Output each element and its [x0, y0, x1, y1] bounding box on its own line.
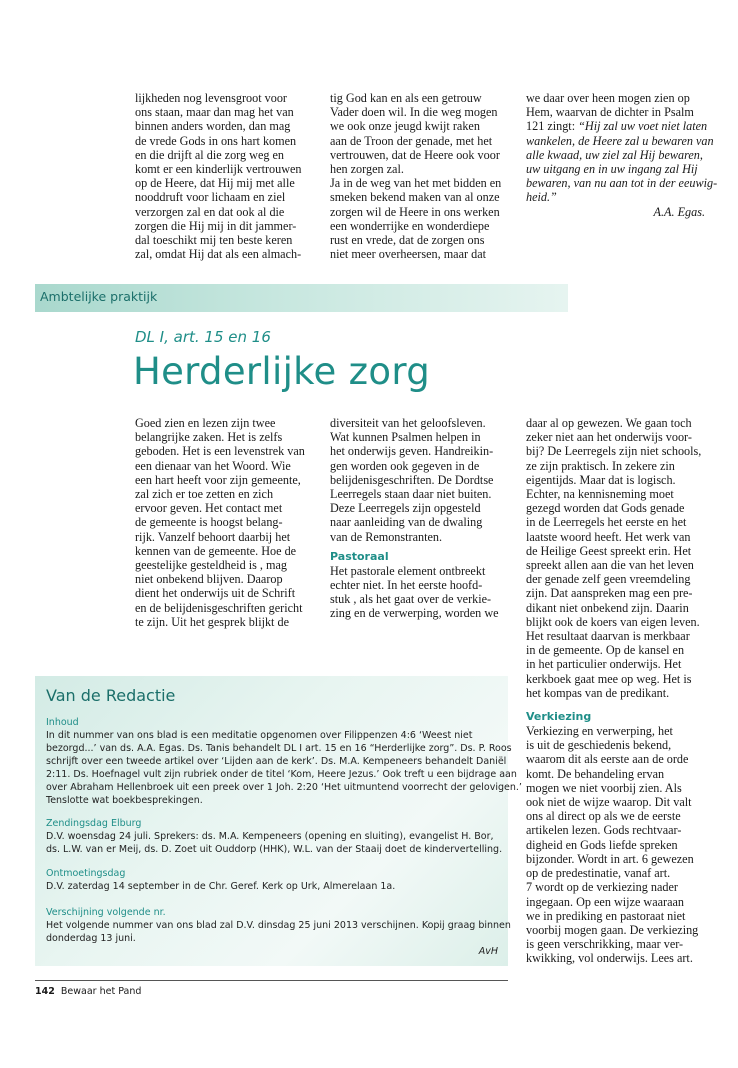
author-signature: A.A. Egas. [653, 204, 705, 219]
article-column-2: diversiteit van het geloofsleven. Wat kunnen Psalmen helpen in het onderwijs geven. Handreikin- gen worden ook gegeven in de belijdenisgeschriften. De Dordtse Leerregels staan daar niet buiten. Deze Leerregels zijn opgesteld naar aanleiding van de dwaling van de Remonstranten. Pastoraal Het pastorale element ontbreekt echter niet. In het eerste hoofd- stuk , als het gaat over de verkie- zing en de verwerping, worden we [330, 416, 515, 621]
publication-name: Bewaar het Pand [60, 986, 142, 997]
redactie-box [35, 676, 522, 966]
article-column-3: daar al op gewezen. We gaan toch zeker niet aan het onderwijs voor- bij? De Leerregels zijn niet schools, ze zijn praktisch. In zekere zin eigentijds. Maar dat is logisch. Echter, na kennisneming moet gezegd worden dat Gods genade in de Leerregels het eerste en het laatste woord heeft. Het werk van de Heilige Geest spreekt erin. Het spreekt allen aan die van het leven der genade zelf geen vreemdeling zijn. Dat aanspreken mag een pre- dikant niet onbekend zijn. Daarin blijkt ook de koers van eigen leven. Het resultaat daarvan is merkbaar in de gemeente. Op de kansel en in het particulier onderwijs. Het kerkboek gaat mee op weg. Het is het kompas van de predikant. Verkiezing Verkiezing en verwerping, het is uit de geschiedenis bekend, waarom dit als eerste aan de orde komt. De behandeling ervan mogen we niet voorbij zien. Als ook niet de wijze waarop. Dit valt ons al direct op als we de eerste artikelen lezen. Gods rechtvaar- digheid en Gods liefde spreken bijzonder. Wordt in art. 6 gewezen op de predestinatie, vanaf art. 7 wordt op de verkiezing nader ingegaan. Op een wijze waaraan we in prediking en pastoraat niet voorbij mogen gaan. De verkiezing is geen verschrikking, maar ver- kwikking, vol onderwijs. Lees art. [526, 416, 716, 966]
article-title: Herderlijke zorg [133, 350, 430, 393]
redactie-section-ontmoetingsdag: Ontmoetingsdag D.V. zaterdag 14 september in de Chr. Geref. Kerk op Urk, Almerelaan 1a. [46, 868, 396, 892]
redactie-section-zendingsdag: Zendingsdag Elburg D.V. woensdag 24 juli. Sprekers: ds. M.A. Kempeneers (opening en sluiting), evangelist H. Bor, ds. L.W. van er Meij, ds. D. Zoet uit Ouddorp (HHK), W.L. van der Staaij doet de kindervertelling. [46, 818, 503, 855]
pastoraal-heading: Pastoraal [330, 549, 389, 563]
redactie-signature: AvH [478, 946, 498, 957]
redactie-title: Van de Redactie [46, 686, 176, 705]
top-column-2: tig God kan en als een getrouw Vader doen wil. In die weg mogen we ook onze jeugd kwijt raken aan de Troon der genade, met het vertrouwen, dat de Heere ook voor hen zorgen zal. Ja in de weg van het met bidden en smeken bekend maken van al onze zorgen wil de Heere in ons werken een wonderrijke en wonderdiepe rust en vrede, dat de zorgen ons niet meer overheersen, maar dat [330, 91, 502, 262]
redactie-section-verschijning: Verschijning volgende nr. Het volgende nummer van ons blad zal D.V. dinsdag 25 juni 2013 verschijnen. Kopij graag binnen donderdag 13 juni. [46, 907, 511, 944]
article-kicker: DL I, art. 15 en 16 [135, 328, 271, 346]
section-band [35, 284, 568, 312]
top-column-3: we daar over heen mogen zien op Hem, waarvan de dichter in Psalm 121 zingt: “Hij zal uw voet niet laten wankelen, de Heere zal u bewaren van alle kwaad, uw ziel zal Hij bewaren, uw uitgang en in uw ingang zal Hij bewaren, van nu aan tot in der eeuwig- heid.” A.A. Egas. [526, 91, 718, 219]
page-number: 142 [35, 986, 55, 997]
redactie-section-inhoud: Inhoud In dit nummer van ons blad is een meditatie opgenomen over Filippenzen 4:6 ‘Weest niet bezorgd...’ van ds. A.A. Egas. Ds. Tanis behandelt DL I art. 15 en 16 “Herderlijke zorg”. Ds. P. Roos schrijft over een tweede artikel over ‘Lijden aan de kerk’. Ds. M.A. Kempeneers behandelt Daniël 2:11. Ds. Hoefnagel vult zijn rubriek onder de titel ‘Kom, Heere Jezus.’ Ook treft u een bijdrage aan over Abraham Hellenbroek uit een preek over 1 Joh. 2:20 ‘Het uitmuntend voorrecht der gelovigen.’ Tenslotte wat boekbesprekingen. [46, 717, 522, 806]
footer-rule [35, 980, 508, 981]
psalm-quote-intro: 121 zingt: “Hij zal uw voet niet laten [526, 119, 708, 134]
verkiezing-heading: Verkiezing [526, 710, 592, 724]
article-column-1: Goed zien en lezen zijn twee belangrijke zaken. Het is zelfs geboden. Het is een levenstrek van een dienaar van het Woord. Wie een hart heeft voor zijn gemeente, zal zich er toe zetten en zich ervoor geven. Het contact met de gemeente is hoogst belang- rijk. Vanzelf behoort daarbij het kennen van de gemeente. Hoe de geestelijke gesteldheid is , mag niet onbekend blijven. Daarop dient het onderwijs uit de Schrift en de belijdenisgeschriften gericht te zijn. Uit het gesprek blijkt de [135, 416, 305, 629]
section-label: Ambtelijke praktijk [40, 289, 158, 304]
top-column-1: lijkheden nog levensgroot voor ons staan, maar dan mag het van binnen anders worden, dan mag de vrede Gods in ons hart komen en die drijft al die zorg weg en komt er een kinderlijk vertrouwen op de Heere, dat Hij mij met alle nooddruft voor lichaam en ziel verzorgen zal en dat ook al die zorgen die Hij mij in dit jammer- dal toeschikt mij ten beste keren zal, omdat Hij dat als een almach- [135, 91, 302, 262]
page-footer [35, 986, 141, 997]
